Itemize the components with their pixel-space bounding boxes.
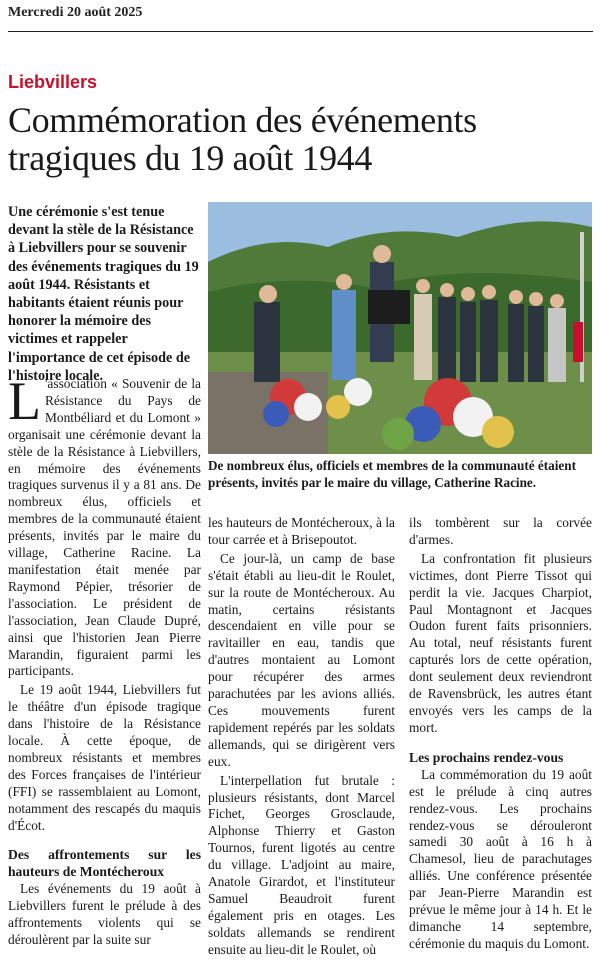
article-title: Commémoration des événements tragiques du 19 août 1944 [8,100,477,178]
article-paragraph: La commémoration du 19 août est le prélude à cinq autres rendez-vous. Les prochains rendez-vous se dérouleront samedi 30 août à 16 h à Chamesol, lieu de parachutages alliés. Une conférence présentée par Jean-Pierre Marandin est prévue le même jour à 14 h. Et le dimanche 14 septembre, cérémonie du maquis du Lomont. [409,766,592,951]
article-lead: Une cérémonie s'est tenue devant la stèle de la Résistance à Liebvillers pour se souvenir des événements tragiques du 19 août 1944. Résistants et habitants étaient réunis pour honorer la mémoire des victimes et rappeler l'importance de cet épisode de l'histoire locale. [8,204,199,384]
paragraph-text: 'association « Souvenir de la Résistance du Pays de Montbéliard et du Lomont » organisait une cérémonie devant la stèle de la Résistance à Liebvillers, en mémoire des événements tragiques survenus il y a 81 ans. De nombreux élus, officiels et membres de la communauté étaient présents, invités par le maire du village, Catherine Racine. La manifestation était menée par Raymond Pépier, trésorier de l'association. Le président de l'association, Jean Claude Dupré, ainsi que l'historien Jean Pierre Marandin, figuraient parmi les participants. [8,376,201,679]
drop-cap: L [8,371,41,431]
photo-caption: De nombreux élus, officiels et membres de la communauté étaient présents, invités par le maire du village, Catherine Racine. [208,458,576,490]
article-paragraph: Les événements du 19 août à Liebvillers furent le prélude à des affrontements violents qui se déroulèrent par la suite sur [8,881,201,948]
article-paragraph: L'interpellation fut brutale : plusieurs résistants, dont Marcel Fichet, Georges Grosclaude, Alphonse Thierry et Gaston Tournos, furent ligotés au centre du village. L'adjoint au maire, Anatole Girardot, et l'instituteur Samuel Beaudroit furent également pris en otages. Les soldats allemands se rendirent ensuite au lieu-dit le Roulet, où [208,772,395,957]
article-column-2 [208,515,395,961]
article-paragraph: les hauteurs de Montécheroux, à la tour carrée et à Brisepoutot. [208,515,395,547]
article-rubric: Liebvillers [8,72,98,92]
section-heading: Des affrontements sur les hauteurs de Montécheroux [8,847,201,880]
article-paragraph [8,371,201,680]
article-column-3 [409,515,592,955]
article-paragraph: La confrontation fit plusieurs victimes, dont Pierre Tissot qui perdit la vie. Jacques Charpiot, Paul Montagnont et Jacques Oudon furent faits prisonniers. Au total, neuf résistants furent capturés lors de cette opération, dont seulement deux reviendront de Ravensbrück, les autres étant envoyés vers les camps de la mort. [409,550,592,735]
section-heading: Les prochains rendez-vous [409,749,564,765]
article-paragraph: Ce jour-là, un camp de base s'était établi au lieu-dit le Roulet, sur la route de Montécheroux. Au matin, certains résistants descendaient en ville pour se ravitailler en eau, tandis que d'autres montaient au Lomont pour récupérer des armes parachutées par les avions alliés. Ces mouvements furent rapidement repérés par les soldats allemands, qui se dirigèrent vers eux. [208,550,395,769]
publication-date: Mercredi 20 août 2025 [8,5,143,20]
article-column-1 [8,371,201,951]
page-header [8,4,593,32]
ceremony-photo [208,202,592,454]
article-paragraph: ils tombèrent sur la corvée d'armes. [409,515,592,547]
article-paragraph: Le 19 août 1944, Liebvillers fut le théâtre d'un épisode tragique dans l'histoire de la Résistance locale. À cette époque, de nombreux résistants et membres des Forces françaises de l'intérieur (FFI) se rassemblaient au Lomont, notamment des rescapés du maquis d'Écot. [8,682,201,833]
